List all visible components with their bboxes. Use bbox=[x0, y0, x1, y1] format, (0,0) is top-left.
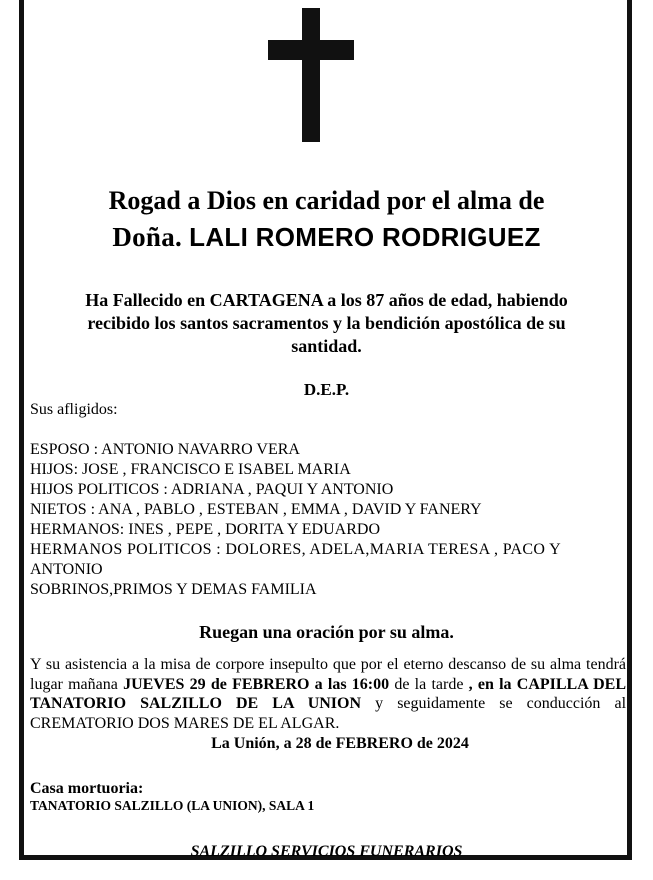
intro-text: Rogad a Dios en caridad por el alma de bbox=[108, 186, 545, 215]
mass-text: de la tarde bbox=[389, 675, 469, 693]
mass-text: Y su asistencia a la misa de corpore insepulto que por el eterno descanso de su alma tendrá lugar mañana bbox=[30, 656, 626, 693]
mass-location: , en la CAPILLA DEL TANATORIO SALZILLO DE LA UNION bbox=[30, 675, 627, 712]
casa-mortuoria-value: TANATORIO SALZILLO (LA UNION), SALA 1 bbox=[30, 798, 315, 813]
family-list bbox=[30, 440, 626, 600]
funeral-home-footer: SALZILLO SERVICIOS FUNERARIOS bbox=[190, 843, 463, 860]
family-line: HIJOS: JOSE , FRANCISCO E ISABEL MARIA bbox=[30, 461, 351, 478]
mass-details bbox=[30, 655, 626, 733]
casa-mortuoria-label: Casa mortuoria: bbox=[30, 780, 144, 797]
family-line: HERMANOS POLITICOS : DOLORES, ADELA,MARIA TERESA , PACO Y bbox=[30, 541, 561, 558]
deceased-name-heading bbox=[30, 222, 623, 253]
deceased-name: LALI ROMERO RODRIGUEZ bbox=[189, 222, 541, 252]
honorific: Doña. bbox=[112, 222, 183, 252]
family-line: SOBRINOS,PRIMOS Y DEMAS FAMILIA bbox=[30, 581, 317, 598]
family-line: ANTONIO bbox=[30, 561, 103, 578]
cross-icon bbox=[268, 8, 354, 142]
afligidos-label: Sus afligidos: bbox=[30, 401, 118, 418]
family-line: NIETOS : ANA , PABLO , ESTEBAN , EMMA , DAVID Y FANERY bbox=[30, 501, 482, 518]
family-line: HIJOS POLITICOS : ADRIANA , PAQUI Y ANTONIO bbox=[30, 481, 394, 498]
dep-text: D.E.P. bbox=[303, 380, 350, 399]
family-line: ESPOSO : ANTONIO NAVARRO VERA bbox=[30, 441, 300, 458]
family-line: HERMANOS: INES , PEPE , DORITA Y EDUARDO bbox=[30, 521, 380, 538]
place-date: La Unión, a 28 de FEBRERO de 2024 bbox=[211, 735, 469, 752]
mass-date-time: JUEVES 29 de FEBRERO a las 16:00 bbox=[123, 675, 390, 693]
mass-text: y seguidamente se conducción al CREMATORIO DOS MARES DE EL ALGAR. bbox=[30, 695, 627, 732]
prayer-request: Ruegan una oración por su alma. bbox=[199, 622, 454, 642]
death-notice: Ha Fallecido en CARTAGENA a los 87 años de edad, habiendo recibido los santos sacramentos y la bendición apostólica de su santidad. bbox=[85, 290, 568, 356]
